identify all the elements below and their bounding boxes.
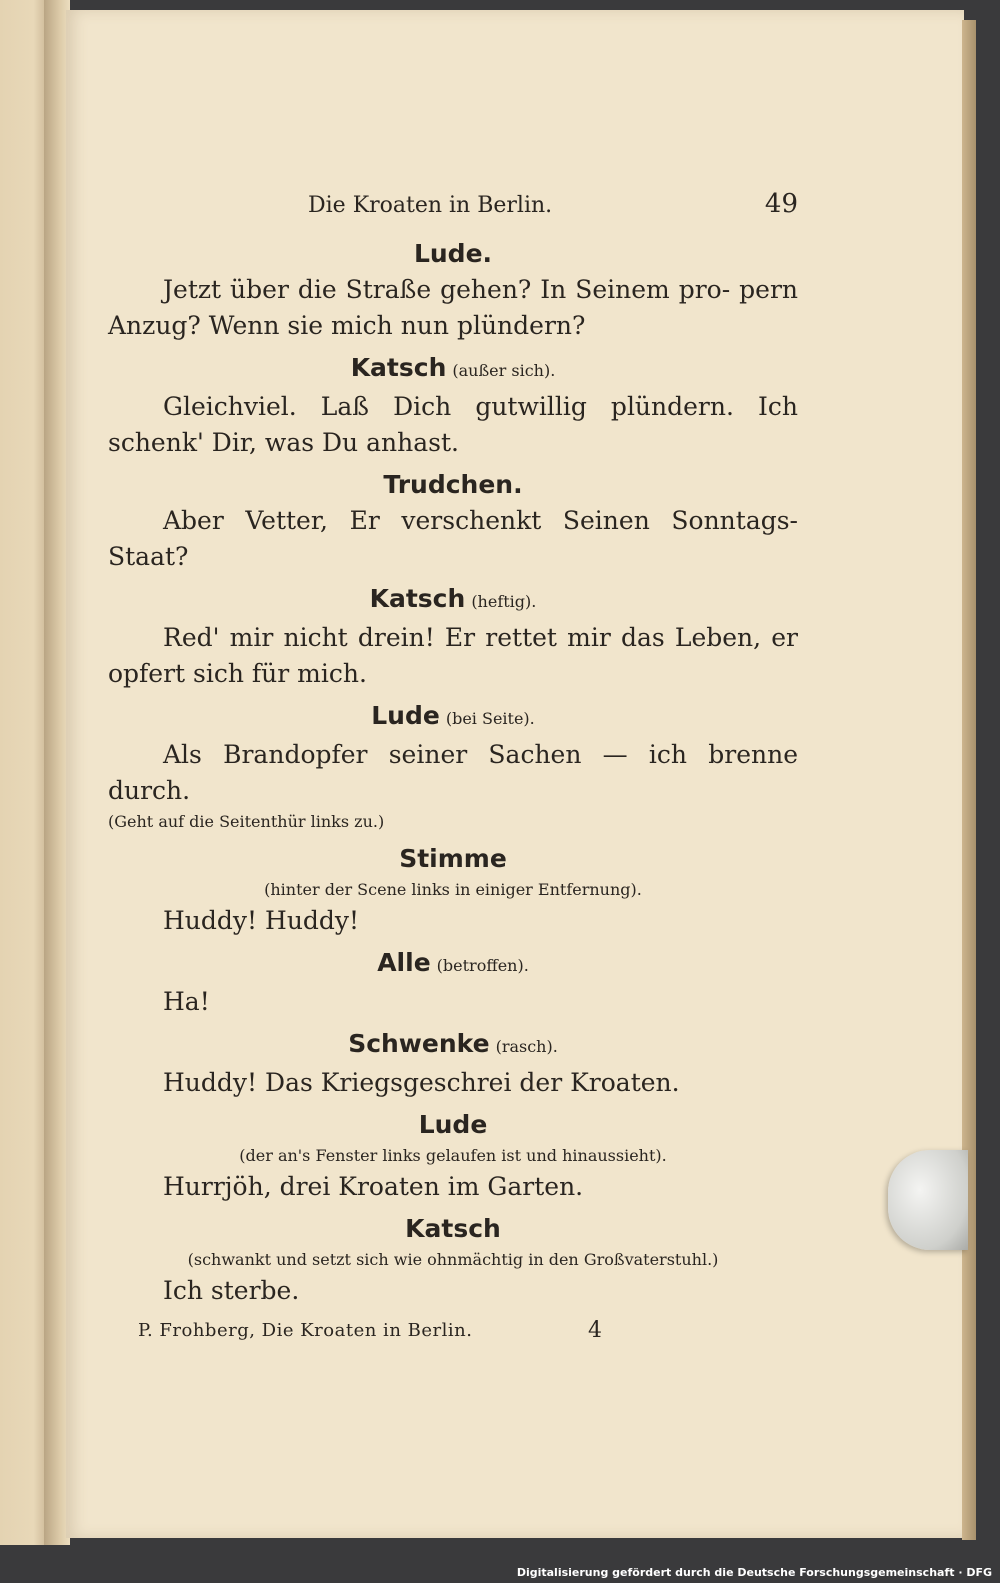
- left-page-edge: [0, 0, 48, 1545]
- stage-direction: (Geht auf die Seitenthür links zu.): [108, 812, 385, 831]
- speech-text: Huddy! Huddy!: [163, 906, 360, 935]
- page-number: 49: [764, 189, 798, 219]
- stage-direction: (schwankt und setzt sich wie ohnmächtig in den Großvaterstuhl.): [187, 1250, 719, 1269]
- speaker-name: Trudchen.: [383, 470, 523, 499]
- speech-text: Gleichviel. Laß Dich gutwillig plündern. Ich schenk' Dir, was Du anhast.: [108, 392, 798, 457]
- stage-direction: (der an's Fenster links gelaufen ist und hinaussieht).: [239, 1146, 667, 1165]
- stage-direction: (bei Seite).: [445, 709, 535, 728]
- speaker-name: Katsch: [369, 584, 466, 613]
- speaker-name: Lude: [418, 1110, 488, 1139]
- speaker-heading: [108, 698, 798, 737]
- sheet-number: 4: [588, 1318, 602, 1343]
- speech-text: Ha!: [163, 987, 210, 1016]
- speaker-heading: [108, 1026, 798, 1065]
- speaker-name: Lude: [371, 701, 440, 730]
- speaker-heading: [108, 945, 798, 984]
- speaker-name: Alle: [377, 948, 431, 977]
- page-stack-edge: [962, 20, 976, 1540]
- printer-signature: P. Frohberg, Die Kroaten in Berlin.: [138, 1320, 473, 1341]
- speech-text: Jetzt über die Straße gehen? In Seinem pro- pern Anzug? Wenn sie mich nun plündern?: [108, 275, 798, 340]
- speaker-name: Stimme: [399, 844, 507, 873]
- running-title: Die Kroaten in Berlin.: [308, 193, 553, 218]
- page-text: [108, 180, 798, 1353]
- digitization-credit: Digitalisierung gefördert durch die Deutsche Forschungsgemeinschaft · DFG: [516, 1566, 992, 1579]
- speaker-name: Katsch: [405, 1214, 501, 1243]
- scanner-clip: [888, 1150, 968, 1250]
- speech-text: Hurrjöh, drei Kroaten im Garten.: [163, 1172, 584, 1201]
- stage-direction: (rasch).: [495, 1037, 558, 1056]
- speech-text: Aber Vetter, Er verschenkt Seinen Sonntags- Staat?: [108, 506, 798, 571]
- stage-direction: (außer sich).: [452, 361, 556, 380]
- page-footer: [108, 1313, 798, 1353]
- speaker-heading: [108, 350, 798, 389]
- stage-direction: (hinter der Scene links in einiger Entfernung).: [264, 880, 642, 899]
- speaker-name: Lude.: [413, 239, 493, 268]
- page-header: [108, 180, 798, 230]
- stage-direction: (heftig).: [471, 592, 537, 611]
- speech-text: Als Brandopfer seiner Sachen — ich brenne durch.: [108, 740, 798, 805]
- speaker-heading: [108, 581, 798, 620]
- stage-direction: (betroffen).: [436, 956, 529, 975]
- speaker-name: Katsch: [350, 353, 447, 382]
- speaker-name: Schwenke: [348, 1029, 490, 1058]
- speech-text: Ich sterbe.: [163, 1276, 300, 1305]
- speech-text: Red' mir nicht drein! Er rettet mir das Leben, er opfert sich für mich.: [108, 623, 798, 688]
- speech-text: Huddy! Das Kriegsgeschrei der Kroaten.: [163, 1068, 680, 1097]
